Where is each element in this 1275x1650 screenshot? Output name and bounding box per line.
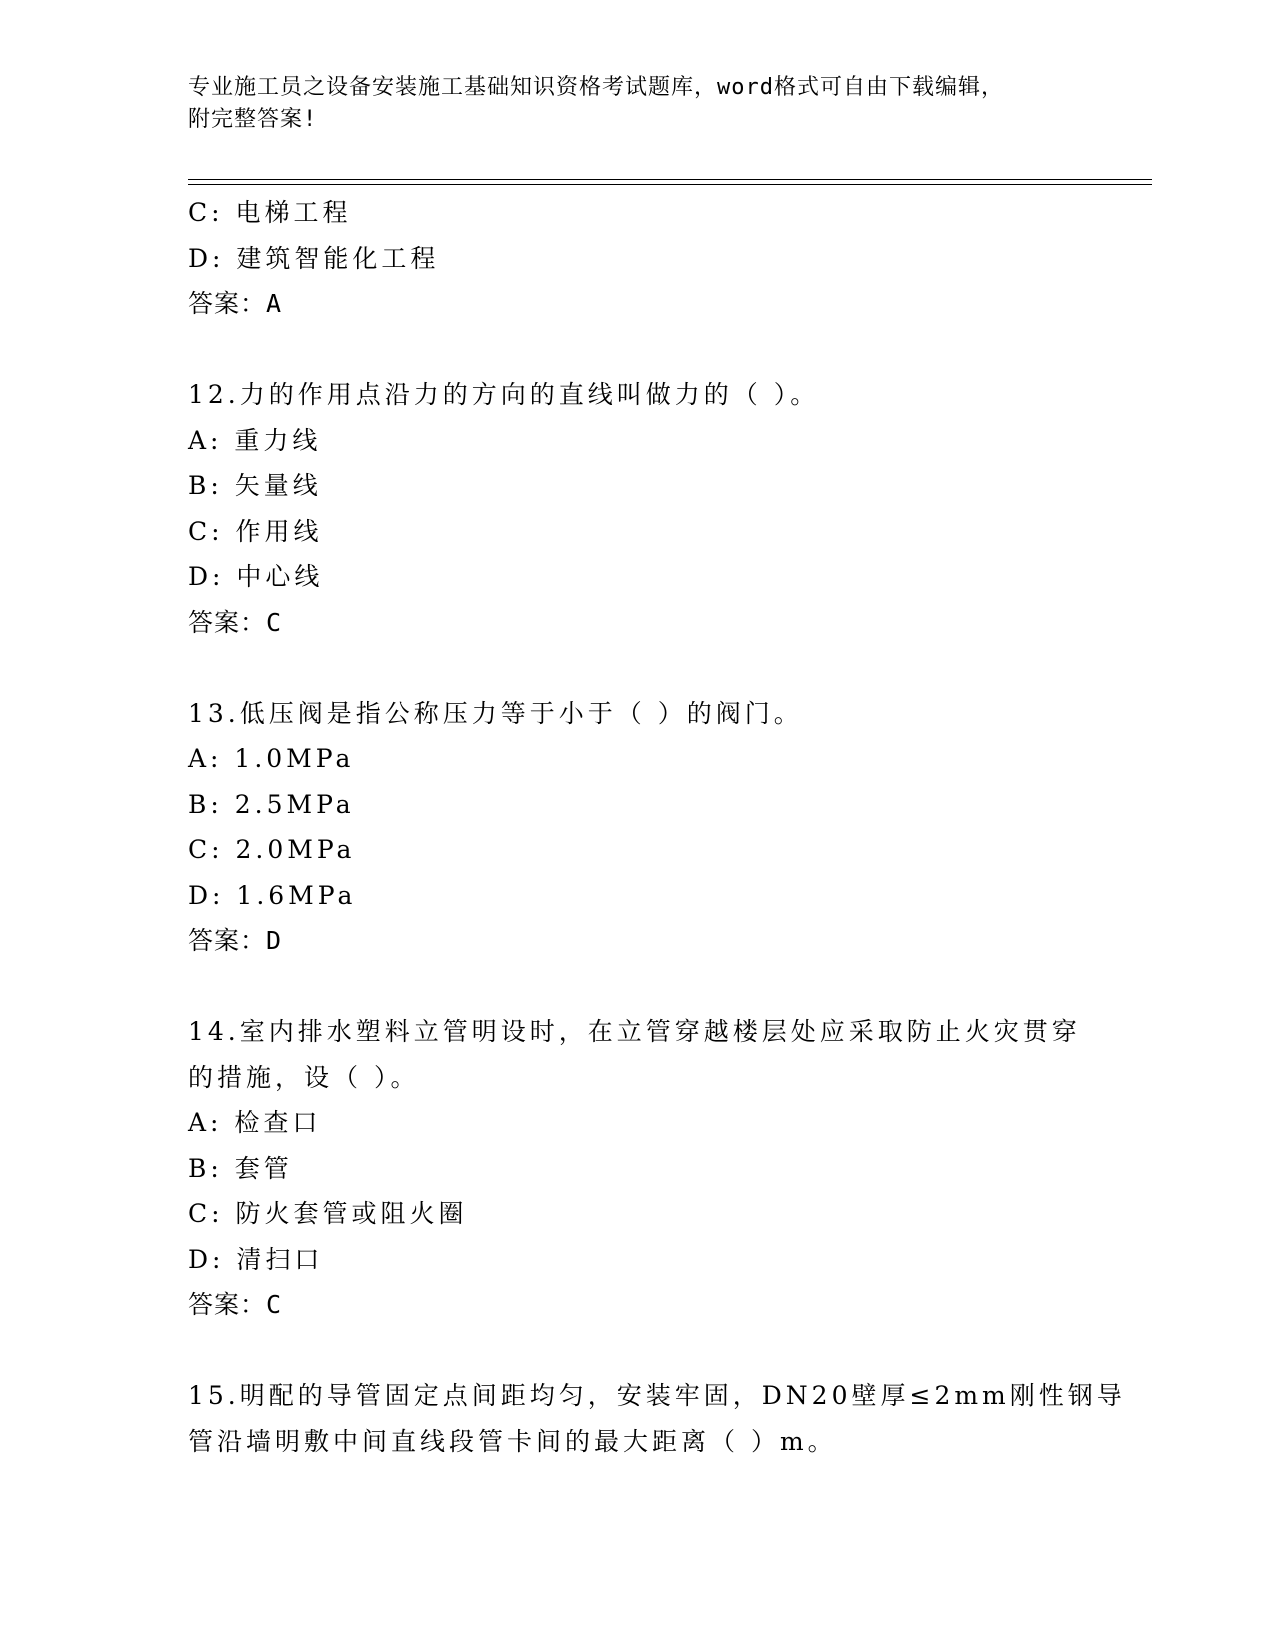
spacer (188, 327, 1088, 373)
option-d: D: 1.6MPa (188, 880, 357, 910)
header-divider-bottom (188, 184, 1152, 185)
question-stem: 13.低压阀是指公称压力等于小于（ ）的阀门。 (188, 698, 803, 728)
option-c: C: 电梯工程 (188, 198, 352, 227)
option-a: A: 1.0MPa (188, 744, 355, 773)
question-stem: 12.力的作用点沿力的方向的直线叫做力的（ ）。 (188, 380, 820, 409)
option-c: C: 2.0MPa (188, 835, 356, 864)
option-c: C: 作用线 (188, 516, 323, 546)
question-list (188, 190, 1126, 1464)
spacer (188, 964, 1088, 1010)
question-15 (188, 1373, 1126, 1464)
header-divider-top (188, 179, 1152, 180)
answer-label: 答案：C (188, 607, 283, 637)
option-d: D: 清扫口 (188, 1244, 324, 1274)
option-b: B: 2.5MPa (188, 789, 355, 819)
option-a: A: 重力线 (188, 425, 322, 455)
option-c: C: 防火套管或阻火圈 (188, 1199, 468, 1228)
spacer (188, 645, 1088, 691)
question-14 (188, 1009, 1088, 1328)
document-header (188, 72, 1088, 136)
option-a: A: 检查口 (188, 1108, 322, 1137)
header-title-line-2: 附完整答案! (188, 107, 318, 132)
option-b: B: 套管 (188, 1153, 293, 1183)
answer-label: 答案：A (188, 289, 283, 318)
question-11-continued (188, 190, 1088, 327)
answer-label: 答案：C (188, 1290, 283, 1319)
spacer (188, 1328, 1088, 1374)
answer-label: 答案：D (188, 926, 283, 955)
question-stem-line-1: 14.室内排水塑料立管明设时，在立管穿越楼层处应采取防止火灾贯穿 (188, 1017, 1081, 1046)
question-13 (188, 691, 1088, 964)
question-stem-line-2: 管沿墙明敷中间直线段管卡间的最大距离（ ）m。 (188, 1426, 837, 1456)
question-stem-line-1: 15.明配的导管固定点间距均匀，安装牢固，DN20壁厚≤2mm刚性钢导 (188, 1381, 1126, 1410)
option-d: D: 建筑智能化工程 (188, 243, 440, 273)
question-12 (188, 372, 1088, 645)
option-b: B: 矢量线 (188, 471, 322, 500)
option-d: D: 中心线 (188, 562, 324, 591)
header-title-line-1: 专业施工员之设备安装施工基础知识资格考试题库，word格式可自由下载编辑， (188, 75, 1004, 100)
question-stem-line-2: 的措施，设（ ）。 (188, 1062, 420, 1092)
